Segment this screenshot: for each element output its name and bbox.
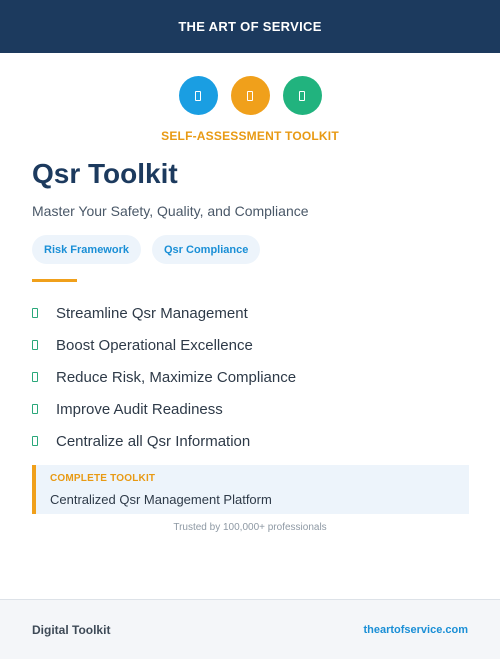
brand-name: THE ART OF SERVICE [178, 19, 322, 34]
callout-eyebrow: COMPLETE TOOLKIT [50, 473, 156, 484]
toolkit-callout [32, 465, 469, 514]
icon-circle-green [283, 76, 322, 115]
accent-divider [32, 279, 77, 282]
footer-label: Digital Toolkit [32, 622, 111, 637]
icon-circle-orange [231, 76, 270, 115]
feature-text: Boost Operational Excellence [56, 336, 253, 354]
header-bar [0, 0, 500, 53]
icon-circle-blue [179, 76, 218, 115]
tag-list [32, 235, 260, 264]
page-title: Qsr Toolkit [32, 158, 178, 189]
check-icon [32, 372, 38, 382]
feature-item [32, 425, 296, 457]
document-icon [195, 91, 201, 101]
trusted-note: Trusted by 100,000+ professionals [173, 522, 327, 533]
icon-row [0, 76, 500, 115]
check-icon [32, 436, 38, 446]
callout-text: Centralized Qsr Management Platform [50, 492, 272, 507]
feature-item [32, 361, 296, 393]
feature-text: Reduce Risk, Maximize Compliance [56, 368, 297, 386]
feature-item [32, 297, 296, 329]
feature-list [32, 297, 296, 457]
tag-risk-framework: Risk Framework [32, 235, 141, 264]
page-subtitle: Master Your Safety, Quality, and Compliance [32, 203, 309, 219]
check-icon [32, 404, 38, 414]
feature-item [32, 393, 296, 425]
check-icon [32, 308, 38, 318]
document-icon [299, 91, 305, 101]
footer-bar [0, 599, 500, 659]
feature-text: Improve Audit Readiness [56, 400, 223, 418]
tag-qsr-compliance: Qsr Compliance [152, 235, 260, 264]
feature-item [32, 329, 296, 361]
website-link[interactable]: theartofservice.com [363, 623, 468, 636]
document-icon [247, 91, 253, 101]
feature-text: Centralize all Qsr Information [56, 432, 251, 450]
hero-eyebrow: SELF-ASSESSMENT TOOLKIT [161, 129, 339, 143]
check-icon [32, 340, 38, 350]
feature-text: Streamline Qsr Management [56, 304, 248, 322]
